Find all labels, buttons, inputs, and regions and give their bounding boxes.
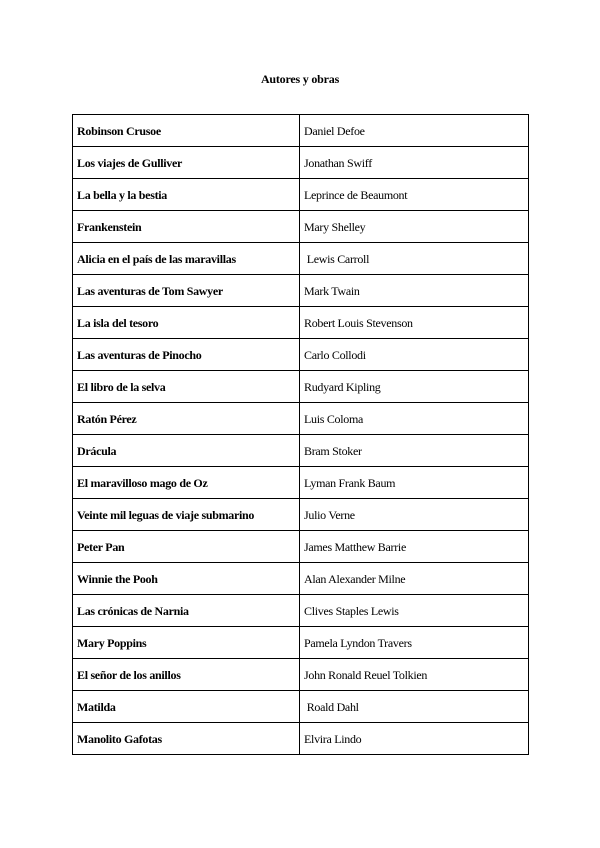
work-title-cell: La isla del tesoro <box>73 307 300 339</box>
author-name-cell: Mark Twain <box>300 275 529 307</box>
table-row <box>73 595 529 627</box>
work-title-cell: Manolito Gafotas <box>73 723 300 755</box>
author-name-cell: Alan Alexander Milne <box>300 563 529 595</box>
work-title-cell: Robinson Crusoe <box>73 115 300 147</box>
table-row <box>73 115 529 147</box>
work-title-cell: Mary Poppins <box>73 627 300 659</box>
author-name-cell: Clives Staples Lewis <box>300 595 529 627</box>
table-body <box>73 115 529 755</box>
work-title-cell: Veinte mil leguas de viaje submarino <box>73 499 300 531</box>
author-name-cell: Daniel Defoe <box>300 115 529 147</box>
table-row <box>73 563 529 595</box>
work-title-cell: Las aventuras de Pinocho <box>73 339 300 371</box>
author-name-cell: Lewis Carroll <box>300 243 529 275</box>
author-name-cell: Leprince de Beaumont <box>300 179 529 211</box>
table-row <box>73 723 529 755</box>
work-title-cell: Los viajes de Gulliver <box>73 147 300 179</box>
author-name-cell: Robert Louis Stevenson <box>300 307 529 339</box>
work-title-cell: Frankenstein <box>73 211 300 243</box>
table-row <box>73 691 529 723</box>
work-title-cell: La bella y la bestia <box>73 179 300 211</box>
work-title-cell: Matilda <box>73 691 300 723</box>
work-title-cell: Winnie the Pooh <box>73 563 300 595</box>
author-name-cell: Jonathan Swiff <box>300 147 529 179</box>
author-name-cell: Pamela Lyndon Travers <box>300 627 529 659</box>
work-title-cell: Peter Pan <box>73 531 300 563</box>
authors-works-table <box>72 114 529 755</box>
table-row <box>73 531 529 563</box>
author-name-cell: Roald Dahl <box>300 691 529 723</box>
author-name-cell: Elvira Lindo <box>300 723 529 755</box>
table-row <box>73 339 529 371</box>
table-row <box>73 659 529 691</box>
table-row <box>73 403 529 435</box>
work-title-cell: El maravilloso mago de Oz <box>73 467 300 499</box>
table-row <box>73 371 529 403</box>
table-row <box>73 435 529 467</box>
table-row <box>73 147 529 179</box>
work-title-cell: El libro de la selva <box>73 371 300 403</box>
work-title-cell: Ratón Pérez <box>73 403 300 435</box>
table-row <box>73 275 529 307</box>
author-name-cell: Julio Verne <box>300 499 529 531</box>
work-title-cell: Las crónicas de Narnia <box>73 595 300 627</box>
work-title-cell: Alicia en el país de las maravillas <box>73 243 300 275</box>
work-title-cell: Las aventuras de Tom Sawyer <box>73 275 300 307</box>
author-name-cell: Rudyard Kipling <box>300 371 529 403</box>
table-row <box>73 243 529 275</box>
table-row <box>73 467 529 499</box>
author-name-cell: John Ronald Reuel Tolkien <box>300 659 529 691</box>
author-name-cell: Bram Stoker <box>300 435 529 467</box>
table-row <box>73 499 529 531</box>
author-name-cell: Mary Shelley <box>300 211 529 243</box>
table-row <box>73 179 529 211</box>
table-row <box>73 211 529 243</box>
document-title: Autores y obras <box>260 72 340 86</box>
author-name-cell: Luis Coloma <box>300 403 529 435</box>
work-title-cell: Drácula <box>73 435 300 467</box>
author-name-cell: Carlo Collodi <box>300 339 529 371</box>
table-row <box>73 627 529 659</box>
author-name-cell: Lyman Frank Baum <box>300 467 529 499</box>
table-row <box>73 307 529 339</box>
work-title-cell: El señor de los anillos <box>73 659 300 691</box>
author-name-cell: James Matthew Barrie <box>300 531 529 563</box>
